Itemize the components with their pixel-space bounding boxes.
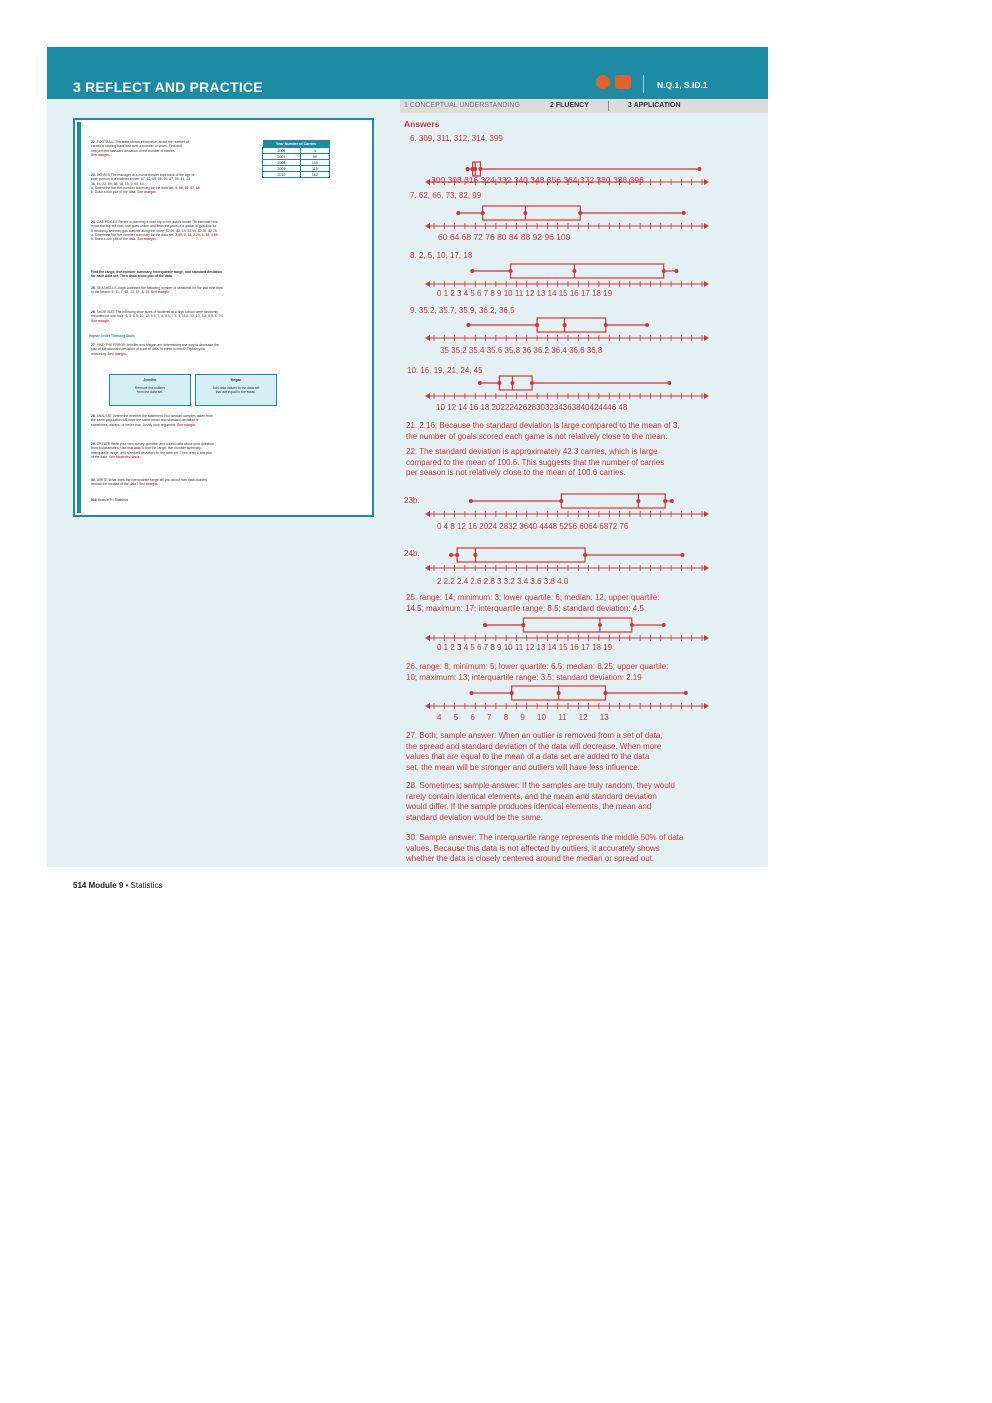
point-q1	[510, 691, 514, 695]
page-edge-bar	[77, 122, 81, 513]
point-max	[681, 553, 685, 557]
group-icon	[615, 75, 631, 89]
point-q3	[630, 623, 634, 627]
q23: 23. MOVIES The manager at a movie theater kept track of the age of each person in a matinee movie: 67, 62, 65, 38, 69, 67, 59, 41, 43, 36, 45, 22, 69, 68, 18, 15, 9, 60, 64. a. Determine the five-number summary for the data set. 9, 36, 59, 67, 69 b. Draw a box plot of the data. See margin.	[91, 173, 200, 195]
box-iqr	[483, 206, 580, 220]
answer-10: 10. 16, 19, 21, 24, 45	[407, 366, 483, 375]
arrow-left-icon	[425, 393, 430, 399]
person-icon	[596, 75, 610, 89]
arrow-left-icon	[425, 223, 430, 229]
box-plot-9	[404, 316, 704, 344]
point-median	[473, 553, 477, 557]
student-page-footer: 516 Module 9 • Statistics	[91, 498, 129, 502]
answer-25: 25. range: 14; minimum: 3; lower quartile: 6; median: 12; upper quartile: 14.5; maximum: 17; interquartile range: 8.5; standard deviation: 4.5	[406, 593, 660, 613]
tick-labels-7: 60 64 68 72 76 80 84 88 92 96 100	[438, 232, 571, 242]
point-q1	[521, 623, 525, 627]
box-iqr	[561, 494, 665, 508]
point-q3	[478, 167, 482, 171]
divider	[608, 101, 609, 111]
answer-9: 9. 35.2, 35.7, 35.9, 36.2, 36.5	[410, 306, 515, 315]
point-median	[510, 381, 514, 385]
tab-application: 3 APPLICATION	[628, 102, 681, 109]
answer-30: 30. Sample answer: The interquartile range represents the middle 50% of data values. Because this data is not affected by outliers, it accurately shows whether the data is closely centered around the median or spread out.	[406, 833, 684, 863]
section-banner	[47, 47, 768, 99]
box-iqr	[537, 318, 606, 332]
point-min	[469, 499, 473, 503]
point-max	[667, 381, 671, 385]
arrow-left-icon	[425, 511, 430, 517]
answer-6: 6. 309, 311, 312, 314, 399	[410, 134, 503, 143]
practice-tabs	[400, 99, 768, 113]
answer-27: 27. Both; sample answer: When an outlier is removed from a set of data, the spread and standard deviation of the data will decrease. When more values that are equal to the mean of a data set are added to the data set, the mean will be stronger and outliers will have less influence.	[406, 731, 663, 772]
table-row: 2008 105	[263, 160, 330, 166]
tick-labels-8: 0 1 2 3 4 5 6 7 8 9 10 11 12 13 14 15 16 17 18 19	[437, 289, 613, 298]
point-q3	[583, 553, 587, 557]
directions: Find the range, five-number summary, interquartile range, and standard deviation for each data set. Then draw a box plot of the data.	[91, 270, 223, 279]
q25: 25. SEASHELLS Jorge collected the following number of seashells for the last nine trips to the beach: 5, 11, 7, 12, 13, 17, 3, 15. See margin.	[91, 286, 223, 295]
point-median	[598, 623, 602, 627]
tick-labels-9: 35 35.2 35.4 35.6 35.8 36 36.2 36.4 36.6 36.8	[440, 346, 603, 355]
tab-fluency: 2 FLUENCY	[550, 102, 589, 109]
point-q3	[663, 499, 667, 503]
point-min	[478, 381, 482, 385]
point-median	[557, 691, 561, 695]
tick-labels-26: 4 5 6 7 8 9 10 11 12 13	[437, 713, 609, 722]
point-q1	[509, 269, 513, 273]
answer-22: 22. The standard deviation is approximately 42.3 carries, which is large compared to the mean of 100.6. This suggests that the number of carries per season is not relatively close to the mean of 100.6 carries.	[406, 447, 665, 477]
point-q1	[559, 499, 563, 503]
point-median	[473, 167, 477, 171]
carries-table	[262, 140, 330, 178]
arrow-left-icon	[425, 281, 430, 287]
q27: 27. FIND THE ERROR Jennifer and Megan are determining one way to decrease the size of the standard deviation of a set of data. Is either correct? Explain your reasoning. See margin.	[91, 343, 219, 356]
answer-23b: 23b.	[404, 496, 420, 505]
point-max	[682, 211, 686, 215]
q22: 22. FOOTBALL The table shows information about the number of carries a running back had over a number of years. Find and interpret the standard deviation of the number of carries. See margin.	[91, 140, 189, 157]
point-q3	[530, 381, 534, 385]
box-iqr	[523, 618, 631, 632]
arrow-left-icon	[425, 335, 430, 341]
point-q1	[535, 323, 539, 327]
point-min	[470, 269, 474, 273]
tick-labels-6: 300 308 316 324 332 340 348 356 364 372 380 388 396	[431, 175, 644, 185]
q29: 29. CREATE Write your own survey question and collect data about your question from 8 classmates. Use that data to find the range, five-number summary, interquartile range, and standard deviation for the data set. Then draw a box plot of the data. See students' work.	[91, 442, 214, 459]
answer-28: 28. Sometimes; sample answer: If the samples are truly random, they would rarely contain identical elements, and the mean and standard deviation would differ. If the sample produces identical elements, the mean and standard deviation would be the same.	[406, 781, 676, 822]
module-label: Module 9	[88, 881, 124, 890]
standards-code: N.Q.1, S.ID.1	[657, 80, 708, 90]
tab-conceptual: 1 CONCEPTUAL UNDERSTANDING	[404, 102, 520, 109]
point-q1	[497, 381, 501, 385]
q26: 26. SHOE SIZE The following shoe sizes of students at a high school were randomly recorded for one hour: 6, 8, 8.5, 10, 12, 6.5, 7, 8, 8.5, 7.5, 9, 11.5, 10, 13, 5.5, 6.5, 5, 9.5. See margin.	[91, 310, 225, 323]
box-plot-7	[404, 202, 704, 232]
arrow-left-icon	[425, 179, 430, 185]
point-min	[466, 323, 470, 327]
tick-labels-25: 0 1 2 3 4 5 6 7 8 9 10 11 12 13 14 15 16 17 18 19	[437, 643, 613, 652]
tick-labels-24b: 2 2.2 2.4 2.6 2.8 3 3.2 3.4 3.6 3.8 4.0	[437, 577, 569, 586]
answer-7: 7. 62, 66, 73, 82, 99	[410, 191, 482, 200]
q28: 28. ANALYZE Determine whether the statement Two random samples taken from the same population will have the same mean and standard deviation is sometimes, always, or never true. Justify your argument. See margin.	[91, 414, 213, 427]
point-max	[697, 167, 701, 171]
point-median	[523, 211, 527, 215]
point-q3	[604, 323, 608, 327]
student-page-thumbnail	[73, 118, 374, 517]
topic-label: • Statistics	[125, 881, 163, 890]
point-median	[636, 499, 640, 503]
divider	[643, 75, 644, 93]
point-max	[645, 323, 649, 327]
megan-box: Megan Add data values to the data set that are equal to the mean.	[195, 374, 277, 406]
answer-24b: 24b.	[404, 549, 420, 558]
point-min	[449, 553, 453, 557]
answer-21: 21. 2.16; Because the standard deviation is large compared to the mean of 3, the number of goals scored each game is not relatively close to the mean.	[406, 421, 680, 441]
box-plot-8	[404, 260, 704, 290]
page-number: 514	[73, 881, 87, 890]
point-median	[563, 323, 567, 327]
jennifer-box: Jennifer Remove the outliers from the data set.	[109, 374, 191, 406]
point-max	[674, 269, 678, 273]
arrow-left-icon	[425, 703, 430, 709]
tick-labels-10: 10 12 14 16 18 2022242628303234363840424446 48	[436, 403, 628, 412]
arrow-left-icon	[425, 565, 430, 571]
box-iqr	[499, 376, 532, 390]
box-plot-23b	[404, 490, 704, 520]
arrow-left-icon	[425, 635, 430, 641]
hots-heading: Higher-Order Thinking Skills	[89, 334, 135, 338]
box-plot-10	[404, 374, 704, 402]
point-min	[456, 211, 460, 215]
table-row: 2010 162	[263, 172, 330, 178]
point-max	[662, 623, 666, 627]
point-min	[470, 691, 474, 695]
point-max	[670, 499, 674, 503]
box-iqr	[511, 264, 664, 278]
point-q3	[662, 269, 666, 273]
table-header: Year Number of Carries	[263, 140, 330, 148]
point-q1	[481, 211, 485, 215]
answer-26: 26. range: 8; minimum: 5; lower quartile: 6.5; median: 8.25; upper quartile: 10; maximum: 13; interquartile range: 3.5; standard deviation: 2.19	[406, 662, 669, 682]
q30: 30. WRITE What does the interquartile range tell you about how data clusters around the median of the data? See margin.	[91, 478, 208, 487]
box-plot-26	[404, 684, 704, 712]
point-median	[572, 269, 576, 273]
point-min	[483, 623, 487, 627]
point-q1	[455, 553, 459, 557]
answers-heading: Answers	[404, 119, 440, 129]
point-max	[684, 691, 688, 695]
point-q3	[578, 211, 582, 215]
answer-8: 8. 2, 5, 10, 17, 18	[410, 251, 473, 260]
point-min	[466, 167, 470, 171]
tick-labels-23b: 0 4 8 12 16 2024 2832 3640 4448 5256 6064 6872 76	[437, 522, 629, 531]
box-plot-25	[404, 616, 704, 644]
point-q3	[604, 691, 608, 695]
table-row: 2009 115	[263, 166, 330, 172]
section-title: 3 REFLECT AND PRACTICE	[73, 79, 263, 95]
page-footer	[73, 881, 163, 890]
box-plot-24b	[404, 544, 704, 574]
q24: 24. GAS PRICES Renee is planning a road trip to her aunt's house. To estimate how much the trip will cost, she goes online and finds the price of a gallon of gasoline for 5 randomly selected gas stations along the route: $2.69, $2, 19, $3.99, $2.39, $2.29. a. Determine the five-number summary for the data set. 2.09, 2, 14, 2.29, 3, 19, 3.99 b. Draw a box plot of the data. See margin.	[91, 220, 218, 242]
table-row: 2006 3	[263, 148, 330, 154]
table-row: 2007 90	[263, 154, 330, 160]
